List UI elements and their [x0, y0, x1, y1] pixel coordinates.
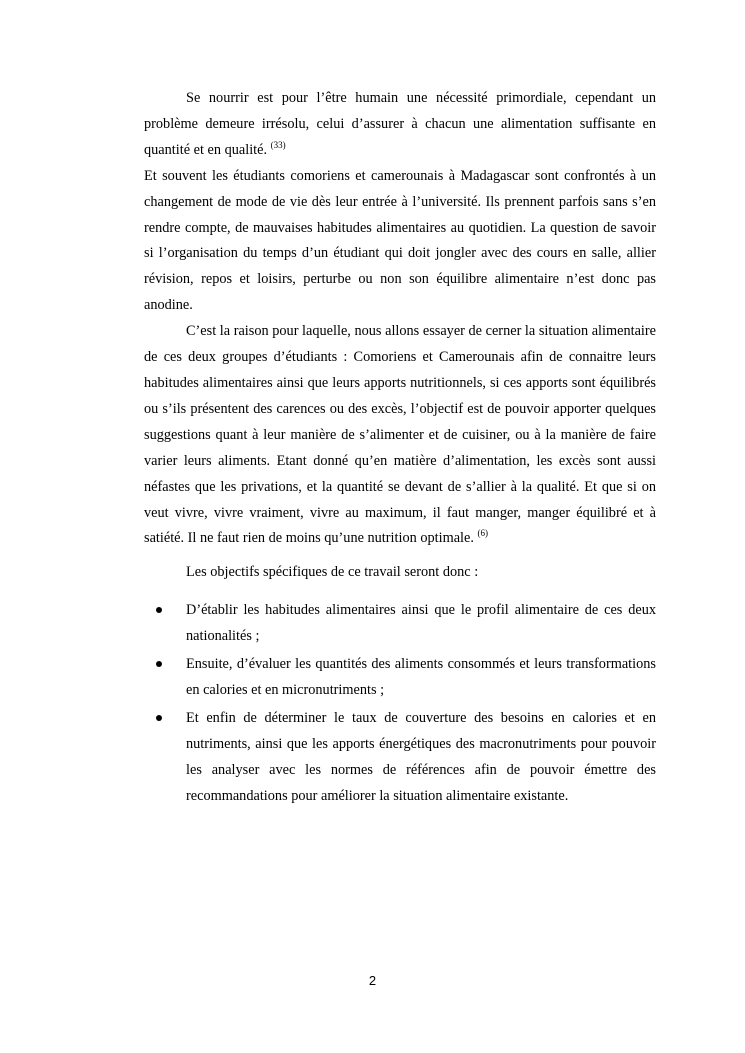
intro-paragraph	[144, 86, 656, 164]
list-item	[144, 706, 656, 810]
bullet-icon	[156, 661, 162, 667]
objective-text: Ensuite, d’évaluer les quantités des aliments consommés et leurs transformations en calories et en micronutriments ;	[186, 656, 656, 698]
objective-text: Et enfin de déterminer le taux de couverture des besoins en calories et en nutriments, ainsi que les apports énergétiques des macronutriments pour pouvoir les analyser avec les normes de références afin de pouvoir émettre des recommandations pour améliorer la situation alimentaire existante.	[186, 709, 656, 804]
intro-paragraph-text: Se nourrir est pour l’être humain une nécessité primordiale, cependant un problème demeure irrésolu, celui d’assurer à chacun une alimentation suffisante en quantité et en qualité.	[144, 90, 656, 158]
context-paragraph: Et souvent les étudiants comoriens et camerounais à Madagascar sont confrontés à un changement de mode de vie dès leur entrée à l’université. Ils prennent parfois sans s’en rendre compte, de mauvaises habitudes alimentaires au quotidien. La question de savoir si l’organisation du temps d’un étudiant qui doit jongler avec des cours en salle, allier révision, repos et loisirs, perturbe ou non son équilibre alimentaire n’est donc pas anodine.	[144, 167, 656, 314]
purpose-paragraph	[144, 319, 656, 552]
reference-6: (6)	[477, 528, 489, 539]
bullet-icon	[156, 607, 162, 613]
reference-33: (33)	[270, 139, 286, 150]
objectives-list	[144, 598, 656, 809]
document-body	[144, 86, 656, 811]
objective-text: D’établir les habitudes alimentaires ainsi que le profil alimentaire de ces deux nationalités ;	[186, 602, 656, 645]
list-item	[144, 598, 656, 650]
purpose-paragraph-text: C’est la raison pour laquelle, nous allons essayer de cerner la situation alimentaire de ces deux groupes d’étudiants : Comoriens et Camerounais afin de connaitre leurs habitudes alimentaires ainsi que leurs apports nutritionnels, si ces apports sont équilibrés ou s’ils présentent des carences ou des excès, l’objectif est de pouvoir apporter quelques suggestions quant à leur manière de s’alimenter et de cuisiner, ou à la manière de faire varier leurs aliments. Etant donné qu’en matière d’alimentation, les excès sont aussi néfastes que les privations, et la quantité se devant de s’allier à la qualité. Et que si on veut vivre, vivre vraiment, vivre au maximum, il faut manger, manger équilibré et à satiété. Il ne faut rien de moins qu’une nutrition optimale.	[144, 323, 656, 547]
page-number: 2	[368, 973, 377, 988]
list-item	[144, 652, 656, 704]
bullet-icon	[156, 715, 162, 721]
objectives-intro: Les objectifs spécifiques de ce travail seront donc :	[186, 564, 479, 581]
